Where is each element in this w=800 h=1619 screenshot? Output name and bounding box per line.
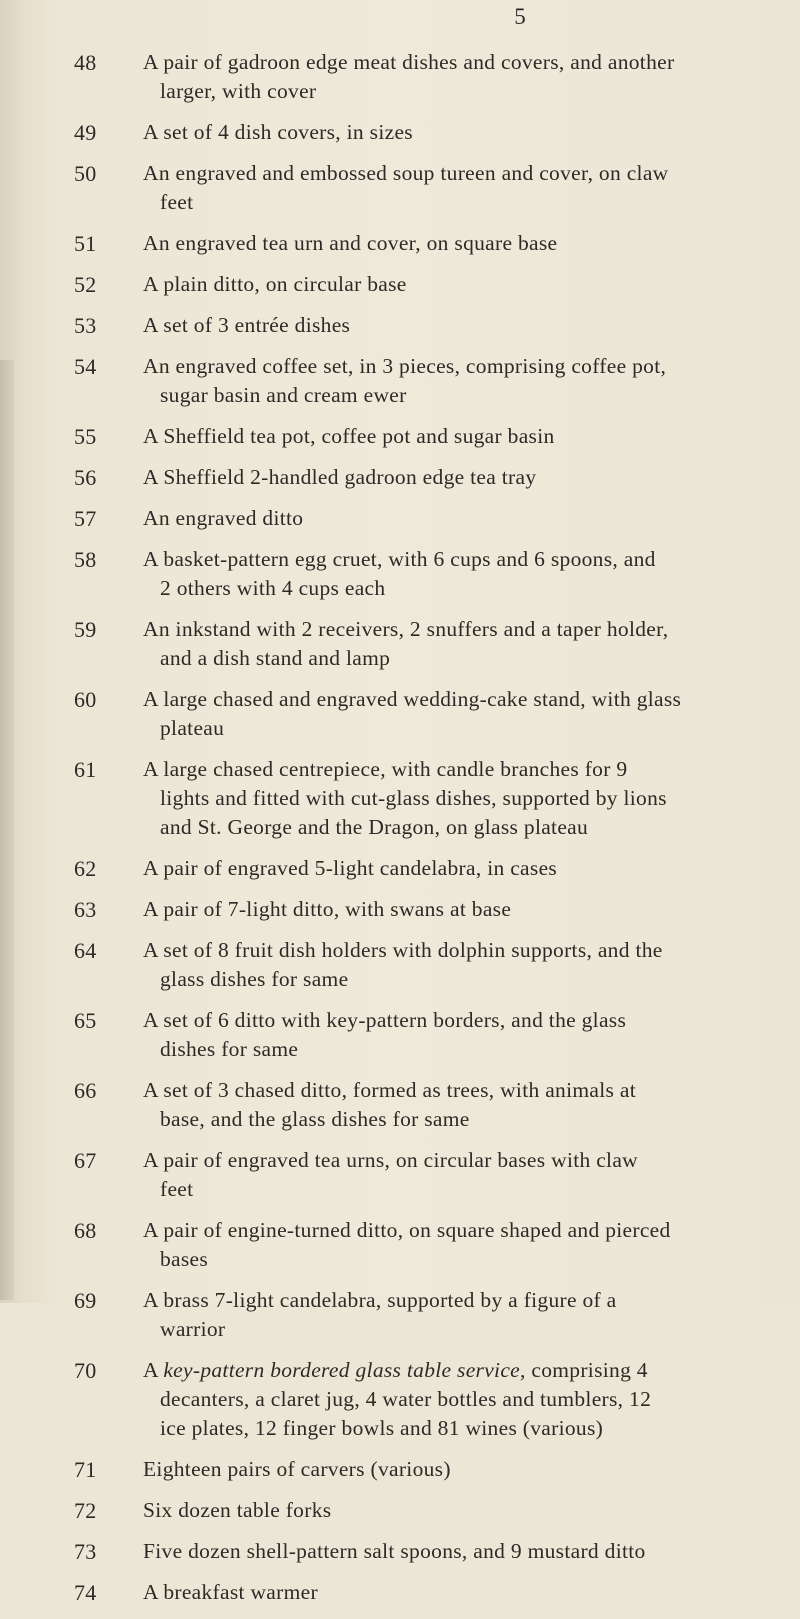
lot-number: 63 xyxy=(74,897,97,922)
lot-entry xyxy=(0,1076,800,1134)
lot-entry xyxy=(0,1578,800,1607)
description-line: A pair of engraved tea urns, on circular bases with claw xyxy=(143,1148,638,1172)
description-line: A pair of 7-light ditto, with swans at base xyxy=(143,897,512,921)
lot-number: 69 xyxy=(74,1288,97,1313)
lot-number: 49 xyxy=(74,120,97,145)
lot-entry xyxy=(0,545,800,603)
lot-description xyxy=(143,118,770,147)
lot-description xyxy=(143,1578,770,1607)
description-line: An engraved and embossed soup tureen and cover, on claw xyxy=(143,161,669,185)
lot-entry xyxy=(0,311,800,340)
description-line: and a dish stand and lamp xyxy=(160,646,391,670)
lot-entry xyxy=(0,936,800,994)
description-line: A set of 8 fruit dish holders with dolphin supports, and the xyxy=(143,938,663,962)
lot-description xyxy=(143,685,770,743)
lot-description xyxy=(143,229,770,258)
description-line: ice plates, 12 finger bowls and 81 wines (various) xyxy=(160,1416,604,1440)
page-number: 5 xyxy=(514,4,526,29)
description-line: A plain ditto, on circular base xyxy=(143,272,407,296)
lot-entry xyxy=(0,1146,800,1204)
lot-number: 57 xyxy=(74,506,97,531)
description-line: base, and the glass dishes for same xyxy=(160,1107,470,1131)
lot-description xyxy=(143,1286,770,1344)
description-italic: key-pattern bordered glass table service, xyxy=(163,1358,526,1382)
description-line: A breakfast warmer xyxy=(143,1580,318,1604)
lot-number: 72 xyxy=(74,1498,97,1523)
lot-number: 61 xyxy=(74,757,97,782)
lot-number: 51 xyxy=(74,231,97,256)
lot-number: 58 xyxy=(74,547,97,572)
lot-number: 74 xyxy=(74,1580,97,1605)
description-line: feet xyxy=(160,1177,194,1201)
description-line: larger, with cover xyxy=(160,79,317,103)
description-line: A set of 3 entrée dishes xyxy=(143,313,351,337)
description-line: An engraved tea urn and cover, on square base xyxy=(143,231,558,255)
lot-description xyxy=(143,422,770,451)
description-rest: comprising 4 xyxy=(525,1358,648,1382)
lot-number: 62 xyxy=(74,856,97,881)
description-line: dishes for same xyxy=(160,1037,299,1061)
lot-number: 66 xyxy=(74,1078,97,1103)
lot-entry xyxy=(0,755,800,842)
lot-number: 52 xyxy=(74,272,97,297)
lot-description xyxy=(143,545,770,603)
lot-number: 60 xyxy=(74,687,97,712)
lot-number: 67 xyxy=(74,1148,97,1173)
description-line: A brass 7-light candelabra, supported by a figure of a xyxy=(143,1288,617,1312)
lot-number: 54 xyxy=(74,354,97,379)
description-line: A large chased centrepiece, with candle branches for 9 xyxy=(143,757,628,781)
lot-number: 59 xyxy=(74,617,97,642)
lot-description xyxy=(143,936,770,994)
description-lead: A xyxy=(143,1358,164,1382)
lot-description xyxy=(143,755,770,842)
lot-entry xyxy=(0,615,800,673)
lot-description xyxy=(143,48,770,106)
lot-description xyxy=(143,1146,770,1204)
description-line xyxy=(143,1356,770,1385)
lot-description xyxy=(143,504,770,533)
lot-number: 65 xyxy=(74,1008,97,1033)
description-line: A large chased and engraved wedding-cake stand, with glass xyxy=(143,687,682,711)
lot-number: 71 xyxy=(74,1457,97,1482)
lot-number: 48 xyxy=(74,50,97,75)
lot-description xyxy=(143,615,770,673)
description-line: A pair of engraved 5-light candelabra, in cases xyxy=(143,856,558,880)
lot-description xyxy=(143,854,770,883)
lot-description xyxy=(143,311,770,340)
description-line: A Sheffield 2-handled gadroon edge tea tray xyxy=(143,465,537,489)
lot-description xyxy=(143,1356,770,1443)
lot-entry xyxy=(0,1006,800,1064)
description-line: Eighteen pairs of carvers (various) xyxy=(143,1457,451,1481)
lot-entry xyxy=(0,895,800,924)
description-line: A pair of engine-turned ditto, on square shaped and pierced xyxy=(143,1218,671,1242)
description-line: sugar basin and cream ewer xyxy=(160,383,407,407)
lot-description xyxy=(143,270,770,299)
lot-description xyxy=(143,1537,770,1566)
description-line: and St. George and the Dragon, on glass plateau xyxy=(160,815,589,839)
lot-number: 56 xyxy=(74,465,97,490)
description-line: A set of 4 dish covers, in sizes xyxy=(143,120,413,144)
description-line: 2 others with 4 cups each xyxy=(160,576,386,600)
description-line: Six dozen table forks xyxy=(143,1498,332,1522)
lot-number: 64 xyxy=(74,938,97,963)
description-line: glass dishes for same xyxy=(160,967,349,991)
lot-description xyxy=(143,1455,770,1484)
lot-entry xyxy=(0,1455,800,1484)
lot-description xyxy=(143,159,770,217)
description-line: A pair of gadroon edge meat dishes and covers, and another xyxy=(143,50,675,74)
lot-entry xyxy=(0,270,800,299)
description-line: An engraved ditto xyxy=(143,506,304,530)
lot-number: 70 xyxy=(74,1358,97,1383)
lot-entry xyxy=(0,685,800,743)
lot-entry xyxy=(0,463,800,492)
lot-entry xyxy=(0,1496,800,1525)
lot-entry xyxy=(0,229,800,258)
description-line: feet xyxy=(160,190,194,214)
description-line: bases xyxy=(160,1247,209,1271)
description-line: A Sheffield tea pot, coffee pot and sugar basin xyxy=(143,424,555,448)
lot-description xyxy=(143,1216,770,1274)
lot-entry xyxy=(0,1216,800,1274)
description-line: An inkstand with 2 receivers, 2 snuffers and a taper holder, xyxy=(143,617,669,641)
description-line: decanters, a claret jug, 4 water bottles and tumblers, 12 xyxy=(160,1387,652,1411)
lot-number: 50 xyxy=(74,161,97,186)
description-line: A set of 6 ditto with key-pattern borders, and the glass xyxy=(143,1008,627,1032)
lot-number: 53 xyxy=(74,313,97,338)
lot-entry xyxy=(0,1537,800,1566)
lot-entry xyxy=(0,854,800,883)
description-line: Five dozen shell-pattern salt spoons, and 9 mustard ditto xyxy=(143,1539,646,1563)
description-line: A set of 3 chased ditto, formed as trees, with animals at xyxy=(143,1078,636,1102)
lot-entry xyxy=(0,1356,800,1443)
lot-entry xyxy=(0,504,800,533)
lot-entry xyxy=(0,1286,800,1344)
lot-number: 55 xyxy=(74,424,97,449)
lot-description xyxy=(143,1496,770,1525)
lot-entry xyxy=(0,118,800,147)
lot-description xyxy=(143,1006,770,1064)
lot-entry xyxy=(0,422,800,451)
lot-description xyxy=(143,352,770,410)
lot-description xyxy=(143,463,770,492)
lot-number: 73 xyxy=(74,1539,97,1564)
description-line: A basket-pattern egg cruet, with 6 cups and 6 spoons, and xyxy=(143,547,656,571)
lot-description xyxy=(143,895,770,924)
lot-entry xyxy=(0,48,800,106)
description-line: warrior xyxy=(160,1317,226,1341)
lot-entry xyxy=(0,352,800,410)
inventory-list xyxy=(0,48,800,1619)
description-line: plateau xyxy=(160,716,225,740)
lot-description xyxy=(143,1076,770,1134)
lot-entry xyxy=(0,159,800,217)
description-line: lights and fitted with cut-glass dishes, supported by lions xyxy=(160,786,667,810)
lot-number: 68 xyxy=(74,1218,97,1243)
description-line: An engraved coffee set, in 3 pieces, comprising coffee pot, xyxy=(143,354,667,378)
